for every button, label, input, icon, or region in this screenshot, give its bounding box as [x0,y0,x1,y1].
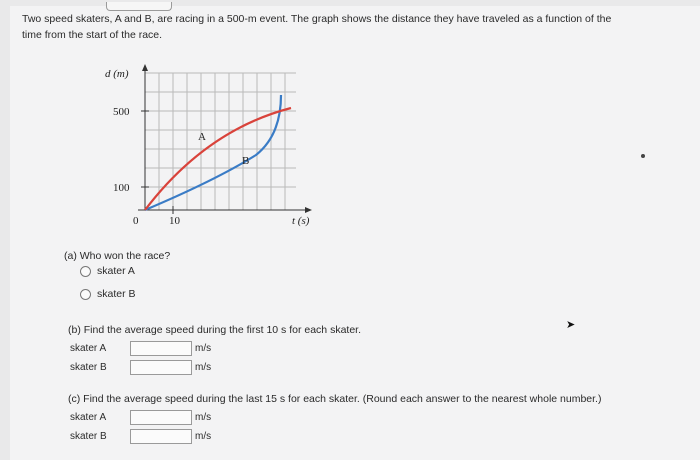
part-b-skater-b-label: skater B [70,362,107,373]
x-axis-label: t (s) [292,215,310,227]
tick-label-10: 10 [169,215,180,227]
part-c-skater-a-unit: m/s [195,412,212,423]
part-b-skater-b-unit: m/s [195,362,212,373]
prompt-line-2: time from the start of the race. [22,29,163,41]
tab-indicator [106,2,172,11]
option-skater-a[interactable] [80,265,135,277]
part-b-question: (b) Find the average speed during the first 10 s for each skater. [68,324,361,336]
part-c-row-b [70,429,211,444]
part-b-skater-a-label: skater A [70,343,107,354]
part-b-skater-a-unit: m/s [195,343,212,354]
part-c-row-a [70,410,211,425]
curve-label-a: A [198,131,206,143]
radio-skater-b[interactable] [80,289,91,300]
part-c-skater-b-unit: m/s [195,431,212,442]
tick-label-100: 100 [113,182,130,194]
part-c-skater-a-input[interactable] [130,410,192,425]
curve-label-b: B [242,155,250,167]
prompt-line-1: Two speed skaters, A and B, are racing in a 500-m event. The graph shows the distance they have traveled as a function of the [22,13,612,25]
tick-label-500: 500 [113,106,130,118]
part-b-row-a [70,341,211,356]
question-prompt [22,11,692,43]
radio-skater-a[interactable] [80,266,91,277]
part-b-skater-a-input[interactable] [130,341,192,356]
mouse-cursor-icon: ➤ [566,319,576,331]
part-a-question: (a) Who won the race? [64,250,171,262]
option-skater-b[interactable] [80,288,136,300]
x-axis-arrow [305,207,312,213]
y-axis-arrow [142,64,148,71]
stray-dot [641,154,645,158]
part-b-skater-b-input[interactable] [130,360,192,375]
part-c-skater-b-label: skater B [70,431,107,442]
y-axis-label: d (m) [105,68,129,80]
curve-skater-b [145,95,281,210]
distance-time-graph [96,60,326,240]
option-skater-b-label: skater B [97,288,136,300]
part-c-skater-a-label: skater A [70,412,107,423]
option-skater-a-label: skater A [97,265,135,277]
part-b-row-b [70,360,211,375]
part-c-question: (c) Find the average speed during the last 15 s for each skater. (Round each answer to the nearest whole number.) [68,393,602,405]
tick-label-0: 0 [133,215,139,227]
grid [145,73,296,210]
part-c-skater-b-input[interactable] [130,429,192,444]
curve-skater-a [145,108,291,210]
